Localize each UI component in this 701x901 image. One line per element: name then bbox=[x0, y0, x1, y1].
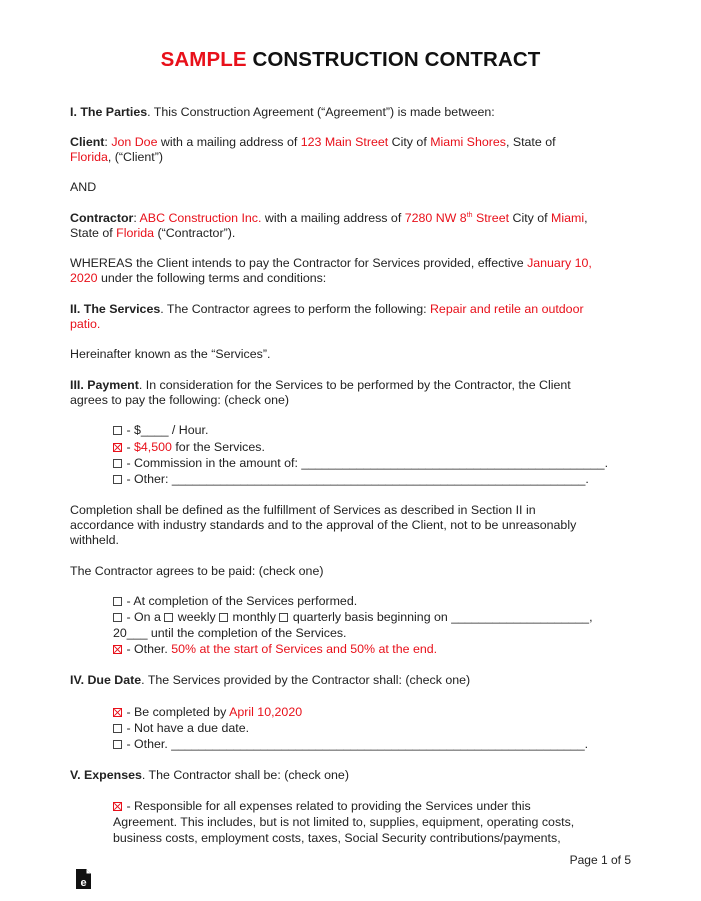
checked-box-icon[interactable] bbox=[113, 645, 122, 654]
client-city: Miami Shores bbox=[430, 135, 506, 149]
client-address: 123 Main Street bbox=[300, 135, 389, 149]
payment-option-hour[interactable] bbox=[113, 423, 208, 439]
unchecked-box-icon[interactable] bbox=[113, 613, 122, 622]
expenses-option-line-1: - Responsible for all expenses related to providing the Services under this bbox=[123, 799, 531, 813]
title-sample: SAMPLE bbox=[160, 48, 247, 71]
paid-option-monthly: monthly bbox=[229, 610, 280, 624]
due-date-text: . The Services provided by the Contractor shall: (check one) bbox=[141, 673, 471, 687]
payment-fixed-amount: $4,500 bbox=[134, 440, 172, 454]
whereas-text: WHEREAS the Client intends to pay the Contractor for Services provided, effective bbox=[70, 256, 528, 270]
eforms-logo-icon bbox=[75, 868, 92, 890]
contractor-label: Contractor bbox=[70, 211, 134, 225]
expenses-heading: V. Expenses bbox=[70, 768, 142, 782]
page-number: Page 1 of 5 bbox=[569, 853, 631, 867]
unchecked-box-icon[interactable] bbox=[219, 613, 228, 622]
unchecked-box-icon[interactable] bbox=[279, 613, 288, 622]
completion-line-2: accordance with industry standards and to the approval of the Client, not to be unreasonably bbox=[70, 518, 577, 532]
due-date-heading: IV. Due Date bbox=[70, 673, 142, 687]
expenses-option-line-3: business costs, employment costs, taxes, Social Security contributions/payments, bbox=[113, 831, 561, 845]
checked-box-icon[interactable] bbox=[113, 802, 122, 811]
paid-option-other-value: 50% at the start of Services and 50% at the end. bbox=[171, 642, 438, 656]
payment-option-fixed[interactable] bbox=[113, 440, 265, 456]
services-text: . The Contractor agrees to perform the following: bbox=[160, 302, 430, 316]
parties-paragraph bbox=[70, 105, 495, 121]
and-text: AND bbox=[70, 180, 97, 194]
unchecked-box-icon[interactable] bbox=[113, 597, 122, 606]
checked-box-icon[interactable] bbox=[113, 443, 122, 452]
unchecked-box-icon[interactable] bbox=[113, 426, 122, 435]
document-title bbox=[0, 48, 701, 72]
due-date-line bbox=[70, 673, 470, 689]
client-line-2 bbox=[70, 150, 163, 166]
payment-option-commission-label: - Commission in the amount of: ____________________________________________. bbox=[123, 456, 609, 470]
services-line-1 bbox=[70, 302, 584, 318]
payment-heading: III. Payment bbox=[70, 378, 139, 392]
contractor-mailing-text: with a mailing address of bbox=[261, 211, 405, 225]
contractor-state: Florida bbox=[116, 226, 155, 240]
expenses-option-line-2: Agreement. This includes, but is not limited to, supplies, equipment, operating costs, bbox=[113, 815, 575, 829]
client-city-text: City of bbox=[388, 135, 431, 149]
unchecked-box-icon[interactable] bbox=[113, 740, 122, 749]
contractor-line-1: Contractor: ABC Construction Inc. with a mailing address of 7280 NW 8th Street City of Miami, bbox=[70, 211, 588, 225]
payment-option-other-label: - Other: ____________________________________________________________. bbox=[123, 472, 589, 486]
services-heading: II. The Services bbox=[70, 302, 161, 316]
due-option-none[interactable] bbox=[113, 721, 249, 737]
client-line-1: Client: Jon Doe with a mailing address of 123 Main Street City of Miami Shores, State of bbox=[70, 135, 556, 149]
paid-option-other[interactable] bbox=[113, 642, 437, 658]
payment-option-other[interactable] bbox=[113, 472, 589, 488]
expenses-option-responsible[interactable] bbox=[113, 799, 531, 815]
unchecked-box-icon[interactable] bbox=[113, 475, 122, 484]
due-date-value: April 10,2020 bbox=[229, 705, 303, 719]
contractor-name: ABC Construction Inc. bbox=[139, 211, 262, 225]
paid-option-schedule-line-2: 20___ until the completion of the Services. bbox=[113, 626, 347, 640]
services-line-2 bbox=[70, 317, 100, 333]
whereas-line-1 bbox=[70, 256, 592, 272]
completion-line-3: withheld. bbox=[70, 533, 119, 547]
unchecked-box-icon[interactable] bbox=[113, 724, 122, 733]
client-state: Florida bbox=[70, 150, 108, 164]
paid-option-completion[interactable] bbox=[113, 594, 357, 610]
payment-option-commission[interactable] bbox=[113, 456, 608, 472]
contractor-suffix: (“Contractor”). bbox=[154, 226, 236, 240]
client-state-text: , State of bbox=[505, 135, 556, 149]
expenses-line bbox=[70, 768, 349, 784]
paid-option-schedule[interactable] bbox=[113, 610, 593, 626]
svg-text:e: e bbox=[80, 877, 87, 889]
effective-date-part-1: January 10, bbox=[527, 256, 592, 270]
paid-option-quarterly: quarterly basis beginning on ____________________, bbox=[289, 610, 593, 624]
whereas-text-2: under the following terms and conditions: bbox=[97, 271, 327, 285]
due-option-other-label: - Other. ____________________________________________________________. bbox=[123, 737, 589, 751]
completion-line-1: Completion shall be defined as the fulfillment of Services as described in Section II in bbox=[70, 503, 536, 517]
client-name: Jon Doe bbox=[111, 135, 158, 149]
unchecked-box-icon[interactable] bbox=[113, 459, 122, 468]
paid-intro: The Contractor agrees to be paid: (check one) bbox=[70, 564, 324, 578]
expenses-text: . The Contractor shall be: (check one) bbox=[141, 768, 349, 782]
paid-option-schedule-a: - On a bbox=[123, 610, 165, 624]
payment-line-1 bbox=[70, 378, 571, 394]
contractor-address: 7280 NW 8th Street bbox=[404, 211, 510, 225]
paid-option-completion-label: - At completion of the Services performed. bbox=[123, 594, 358, 608]
client-mailing-text: with a mailing address of bbox=[157, 135, 301, 149]
parties-intro: . This Construction Agreement (“Agreement”) is made between: bbox=[147, 105, 495, 119]
due-option-other[interactable] bbox=[113, 737, 588, 753]
contractor-city: Miami bbox=[551, 211, 585, 225]
payment-line-2: agrees to pay the following: (check one) bbox=[70, 393, 290, 407]
whereas-line-2 bbox=[70, 271, 326, 287]
unchecked-box-icon[interactable] bbox=[164, 613, 173, 622]
due-option-completed[interactable] bbox=[113, 705, 302, 721]
services-value-2: patio. bbox=[70, 317, 101, 331]
contractor-line-2 bbox=[70, 226, 235, 242]
contractor-state-text: State of bbox=[70, 226, 117, 240]
effective-date-part-2: 2020 bbox=[70, 271, 98, 285]
hereinafter-text: Hereinafter known as the “Services”. bbox=[70, 347, 271, 361]
due-option-none-label: - Not have a due date. bbox=[123, 721, 250, 735]
contractor-city-text: City of bbox=[509, 211, 552, 225]
checked-box-icon[interactable] bbox=[113, 708, 122, 717]
services-value-1: Repair and retile an outdoor bbox=[429, 302, 584, 316]
title-rest: CONSTRUCTION CONTRACT bbox=[252, 48, 541, 71]
paid-option-other-label: - Other. bbox=[123, 642, 172, 656]
payment-option-fixed-pre: - bbox=[123, 440, 135, 454]
paid-option-weekly: weekly bbox=[174, 610, 220, 624]
due-option-completed-label: - Be completed by bbox=[123, 705, 230, 719]
payment-option-hour-label: - $____ / Hour. bbox=[123, 423, 209, 437]
parties-heading: I. The Parties bbox=[70, 105, 148, 119]
payment-text-1: . In consideration for the Services to be performed by the Contractor, the Client bbox=[138, 378, 571, 392]
client-suffix: , (“Client”) bbox=[107, 150, 163, 164]
payment-option-fixed-post: for the Services. bbox=[171, 440, 265, 454]
client-label: Client bbox=[70, 135, 105, 149]
